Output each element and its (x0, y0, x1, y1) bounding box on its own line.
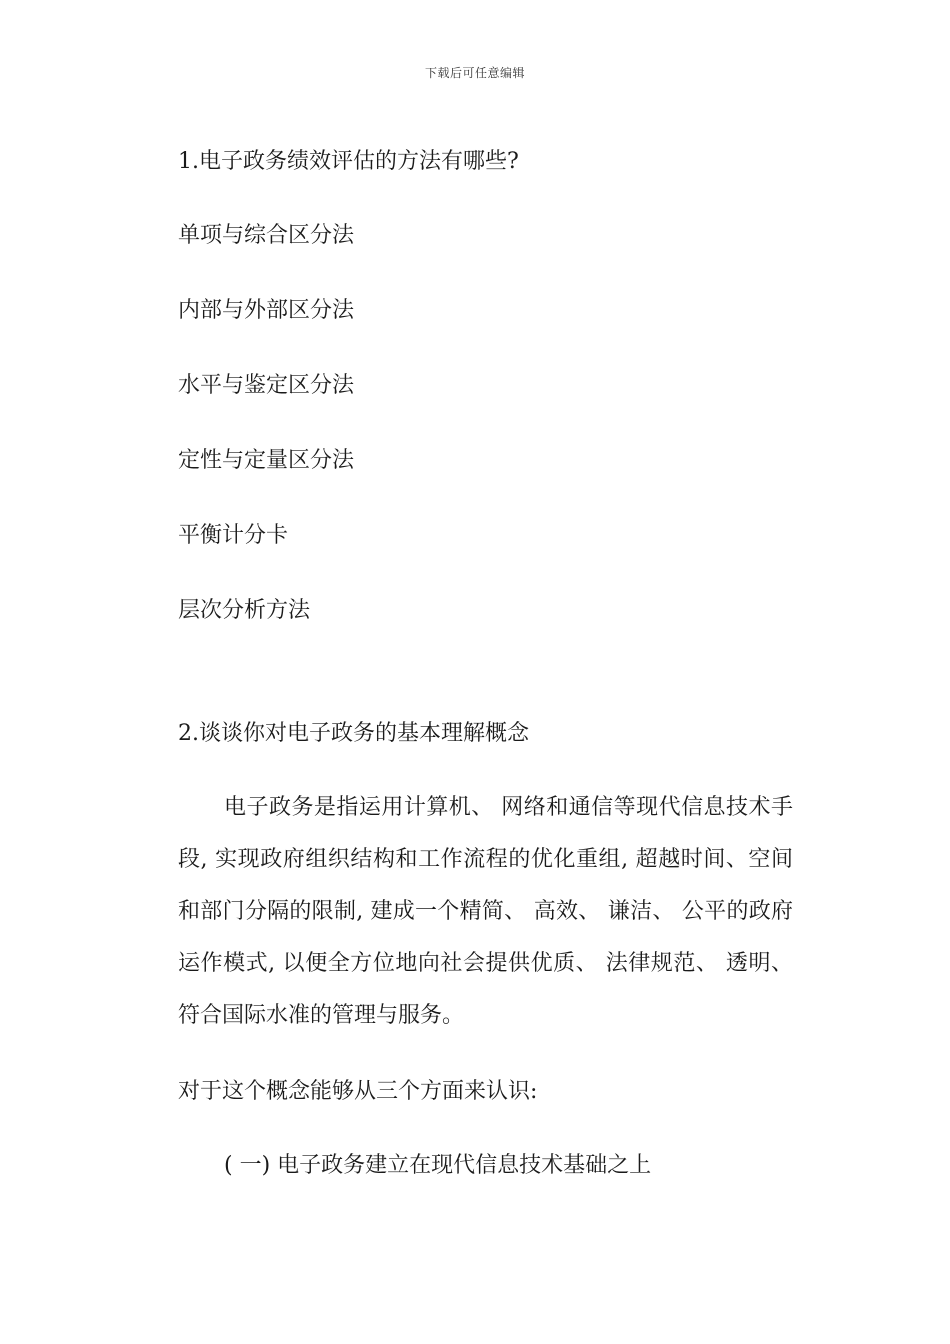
definition-paragraph: 电子政务是指运用计算机、 网络和通信等现代信息技术手段, 实现政府组织结构和工作流程的优化重组, 超越时间、空间和部门分隔的限制, 建成一个精简、 高效、 谦洁、 公平的政府运作模式, 以便全方位地向社会提供优质、 法律规范、 透明、 符合国际水准的管理与服务。 (178, 795, 793, 1028)
method-item-6: 层次分析方法 (178, 598, 311, 623)
question-1: 1.电子政务绩效评估的方法有哪些? (178, 149, 519, 174)
lead-sentence: 对于这个概念能够从三个方面来认识: (178, 1079, 538, 1104)
method-item-1: 单项与综合区分法 (178, 223, 355, 248)
header-note: 下载后可任意编辑 (424, 66, 525, 80)
method-item-5: 平衡计分卡 (178, 523, 289, 548)
method-item-2: 内部与外部区分法 (178, 298, 355, 323)
question-2: 2.谈谈你对电子政务的基本理解概念 (178, 721, 529, 746)
method-item-4: 定性与定量区分法 (178, 448, 355, 473)
method-item-3: 水平与鉴定区分法 (178, 373, 355, 398)
point-1: ( 一) 电子政务建立在现代信息技术基础之上 (224, 1153, 652, 1178)
